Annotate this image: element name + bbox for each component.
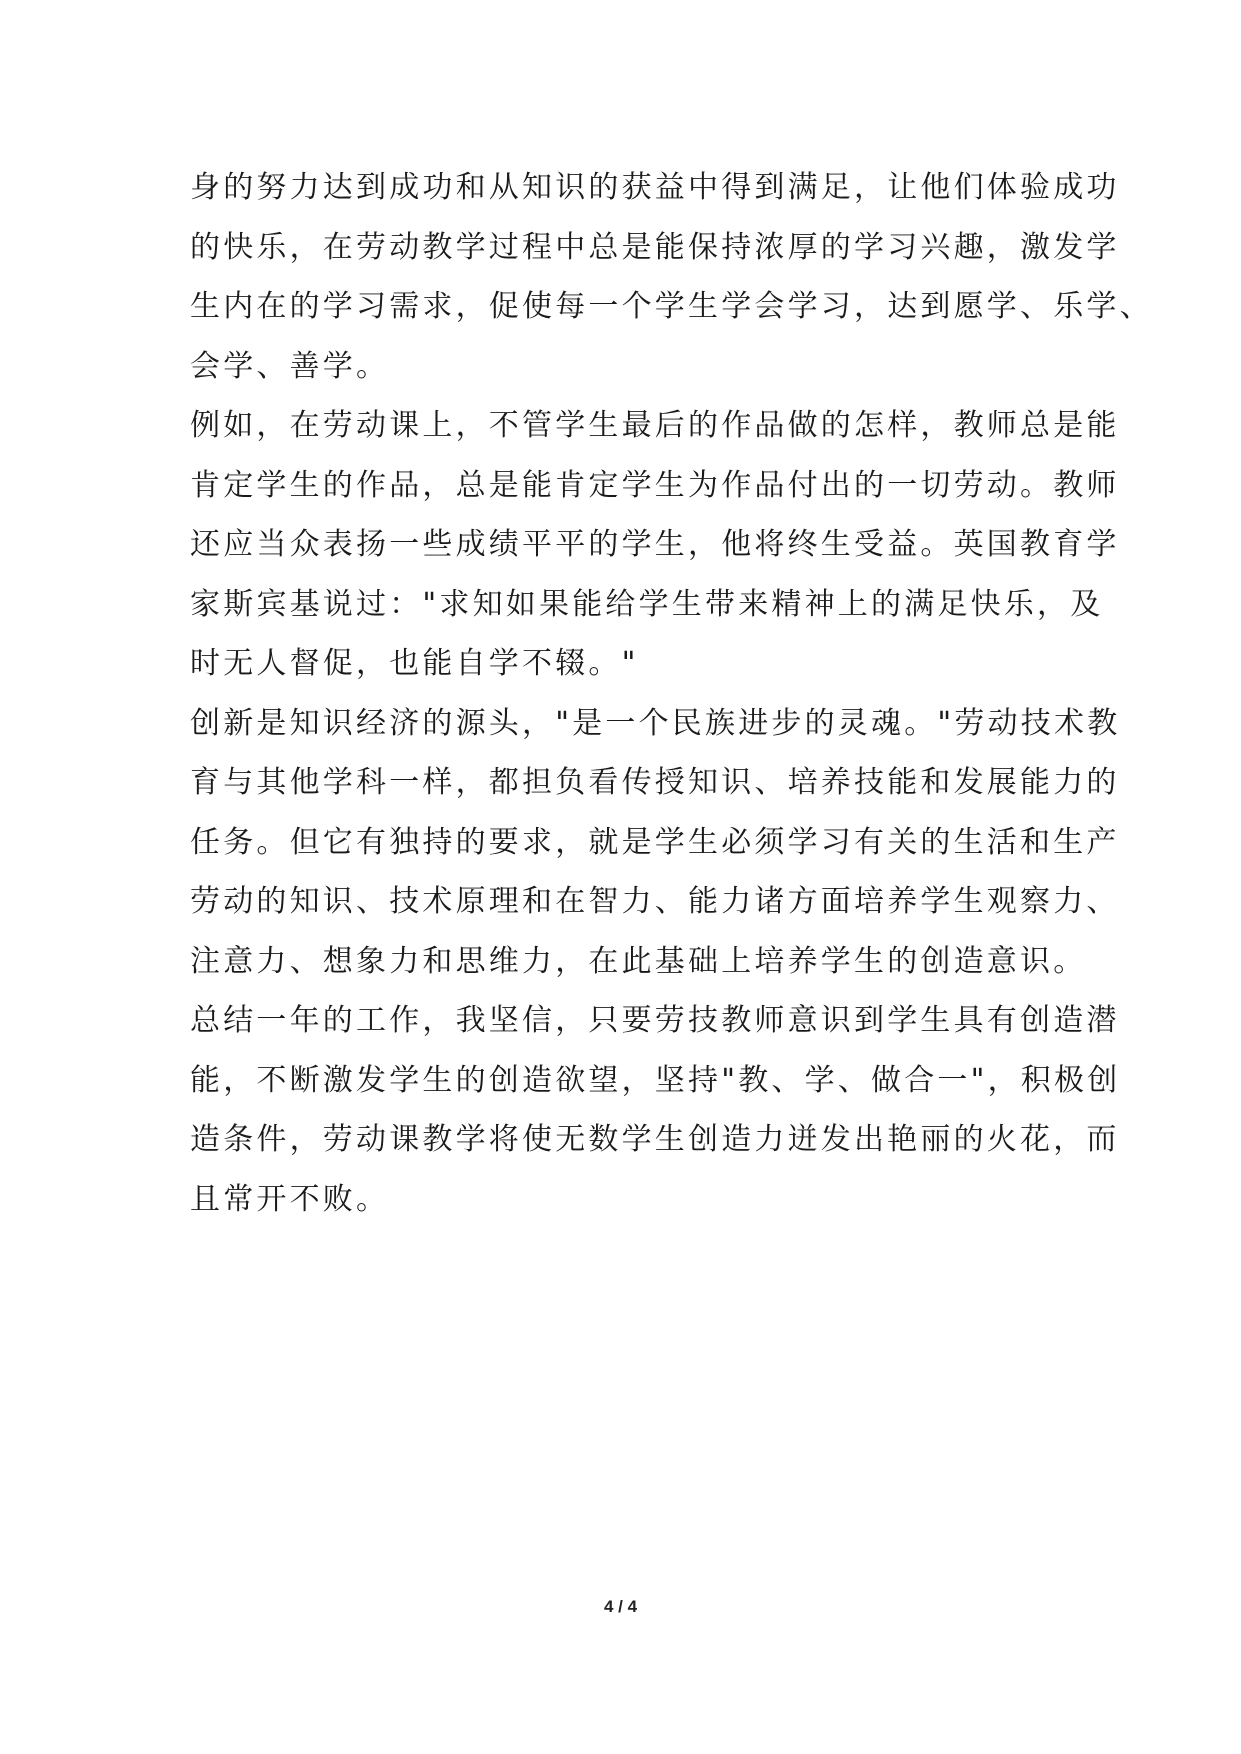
text-line: 任务。但它有独持的要求，就是学生必须学习有关的生活和生产 [190,824,1120,860]
text-line: 身的努力达到成功和从知识的获益中得到满足，让他们体验成功 [190,170,1120,205]
text-line: 创新是知识经济的源头，"是一个民族进步的灵魂。"劳动技术教 [190,705,1121,741]
text-line: 育与其他学科一样，都担负看传授知识、培养技能和发展能力的 [190,765,1120,800]
text-line: 生内在的学习需求，促使每一个学生学会学习，达到愿学、乐学、 [190,289,1153,324]
text-line: 例如，在劳动课上，不管学生最后的作品做的怎样，教师总是能 [190,408,1120,443]
page-number: 4 / 4 [603,1597,638,1616]
body-text [190,158,1153,1229]
text-line: 能，不断激发学生的创造欲望，坚持"教、学、做合一"，积极创 [190,1062,1121,1098]
text-line: 造条件，劳动课教学将使无数学生创造力迸发出艳丽的火花，而 [190,1122,1120,1157]
text-line: 时无人督促，也能自学不辍。" [190,646,639,681]
text-line: 注意力、想象力和思维力，在此基础上培养学生的创造意识。 [190,943,1087,979]
text-line: 总结一年的工作，我坚信，只要劳技教师意识到学生具有创造潜 [190,1003,1120,1038]
text-line: 肯定学生的作品，总是能肯定学生为作品付出的一切劳动。教师 [190,467,1120,503]
text-line: 会学、善学。 [190,348,390,384]
text-line: 且常开不败。 [190,1181,390,1217]
text-line: 劳动的知识、技术原理和在智力、能力诸方面培养学生观察力、 [190,884,1120,919]
text-line: 家斯宾基说过："求知如果能给学生带来精神上的满足快乐，及 [190,586,1104,622]
text-line: 还应当众表扬一些成绩平平的学生，他将终生受益。英国教育学 [190,527,1120,562]
text-line: 的快乐，在劳动教学过程中总是能保持浓厚的学习兴趣，激发学 [190,229,1120,265]
